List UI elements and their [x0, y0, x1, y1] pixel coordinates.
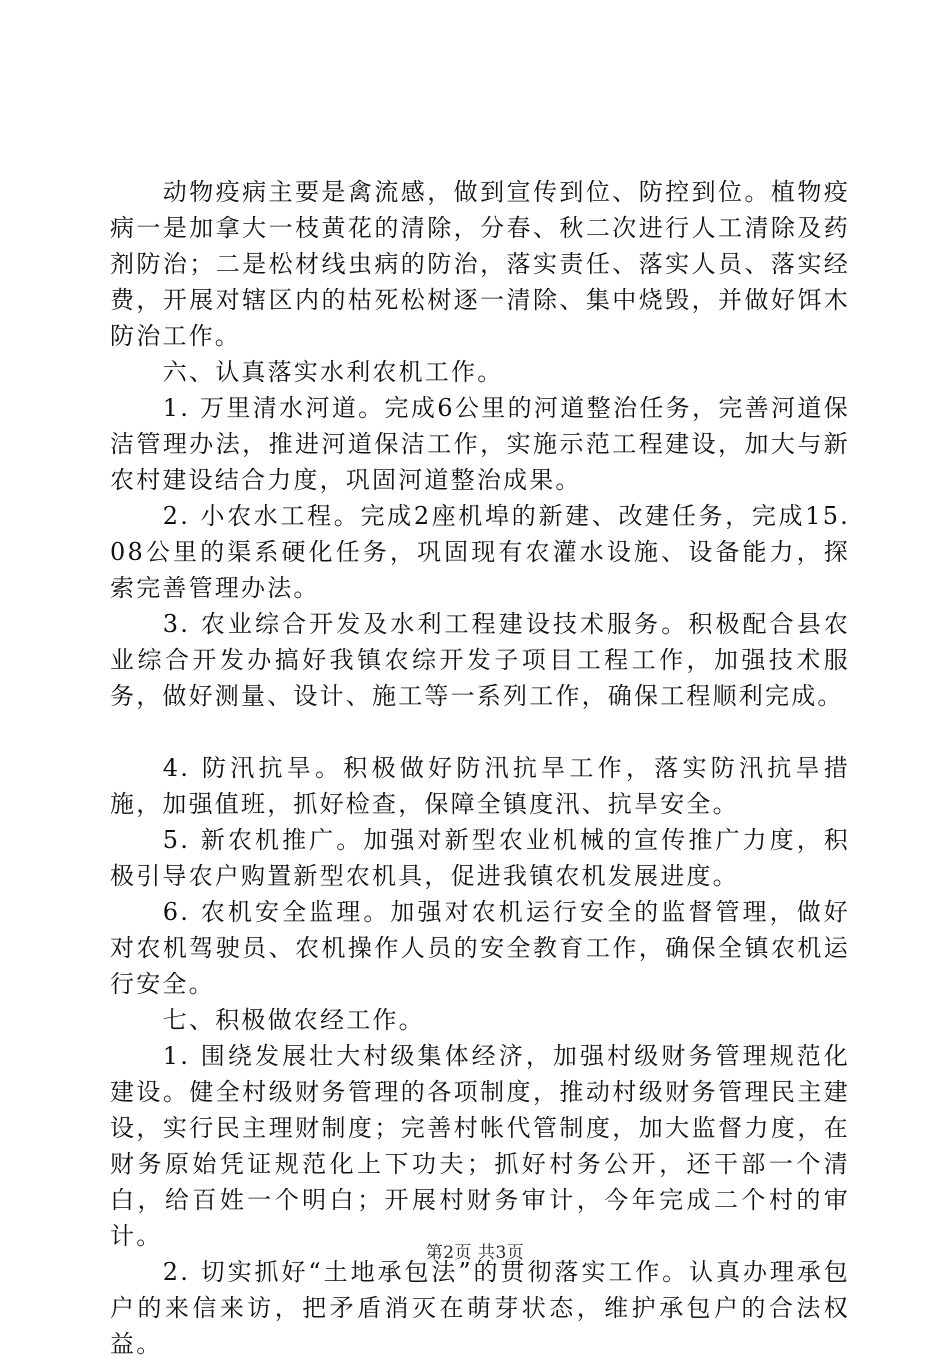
paragraph-small-irrigation: 2. 小农水工程。完成2座机埠的新建、改建任务，完成15.08公里的渠系硬化任务，巩固现有农灌水设施、设备能力，探索完善管理办法。 — [110, 502, 850, 602]
paragraph-gap — [110, 714, 850, 750]
page-number-footer: 第2页 共3页 — [425, 1243, 525, 1263]
heading-section-seven: 七、积极做农经工作。 — [162, 1006, 425, 1034]
paragraph-agri-development: 3. 农业综合开发及水利工程建设技术服务。积极配合县农业综合开发办搞好我镇农综开发子项目工程工作，加强技术服务，做好测量、设计、施工等一系列工作，确保工程顺利完成。 — [110, 610, 850, 710]
paragraph-village-finance: 1. 围绕发展壮大村级集体经济，加强村级财务管理规范化建设。健全村级财务管理的各项制度，推动村级财务管理民主建设，实行民主理财制度；完善村帐代管制度，加大监督力度，在财务原始凭证规范化上下功夫；抓好村务公开，还干部一个清白，给百姓一个明白；开展村财务审计，今年完成二个村的审计。 — [110, 1042, 850, 1250]
paragraph-land-contract: 2. 切实抓好“土地承包法”的贯彻落实工作。认真办理承包户的来信来访，把矛盾消灭在萌芽状态，维护承包户的合法权益。 — [110, 1258, 850, 1358]
paragraph-flood-drought: 4. 防汛抗旱。积极做好防汛抗旱工作，落实防汛抗旱措施，加强值班，抓好检查，保障全镇度汛、抗旱安全。 — [110, 754, 850, 818]
paragraph-river-cleanup: 1. 万里清水河道。完成6公里的河道整治任务，完善河道保洁管理办法，推进河道保洁工作，实施示范工程建设，加大与新农村建设结合力度，巩固河道整治成果。 — [110, 394, 850, 494]
paragraph-disease-control: 动物疫病主要是禽流感，做到宣传到位、防控到位。植物疫病一是加拿大一枝黄花的清除，分春、秋二次进行人工清除及药剂防治；二是松材线虫病的防治，落实责任、落实人员、落实经费，开展对辖区内的枯死松树逐一清除、集中烧毁，并做好饵木防治工作。 — [110, 178, 850, 350]
document-body — [110, 174, 850, 1362]
heading-section-six: 六、认真落实水利农机工作。 — [162, 358, 504, 386]
paragraph-machinery-safety: 6. 农机安全监理。加强对农机运行安全的监督管理，做好对农机驾驶员、农机操作人员的安全教育工作，确保全镇农机运行安全。 — [110, 898, 850, 998]
paragraph-new-machinery: 5. 新农机推广。加强对新型农业机械的宣传推广力度，积极引导农户购置新型农机具，促进我镇农机发展进度。 — [110, 826, 850, 890]
